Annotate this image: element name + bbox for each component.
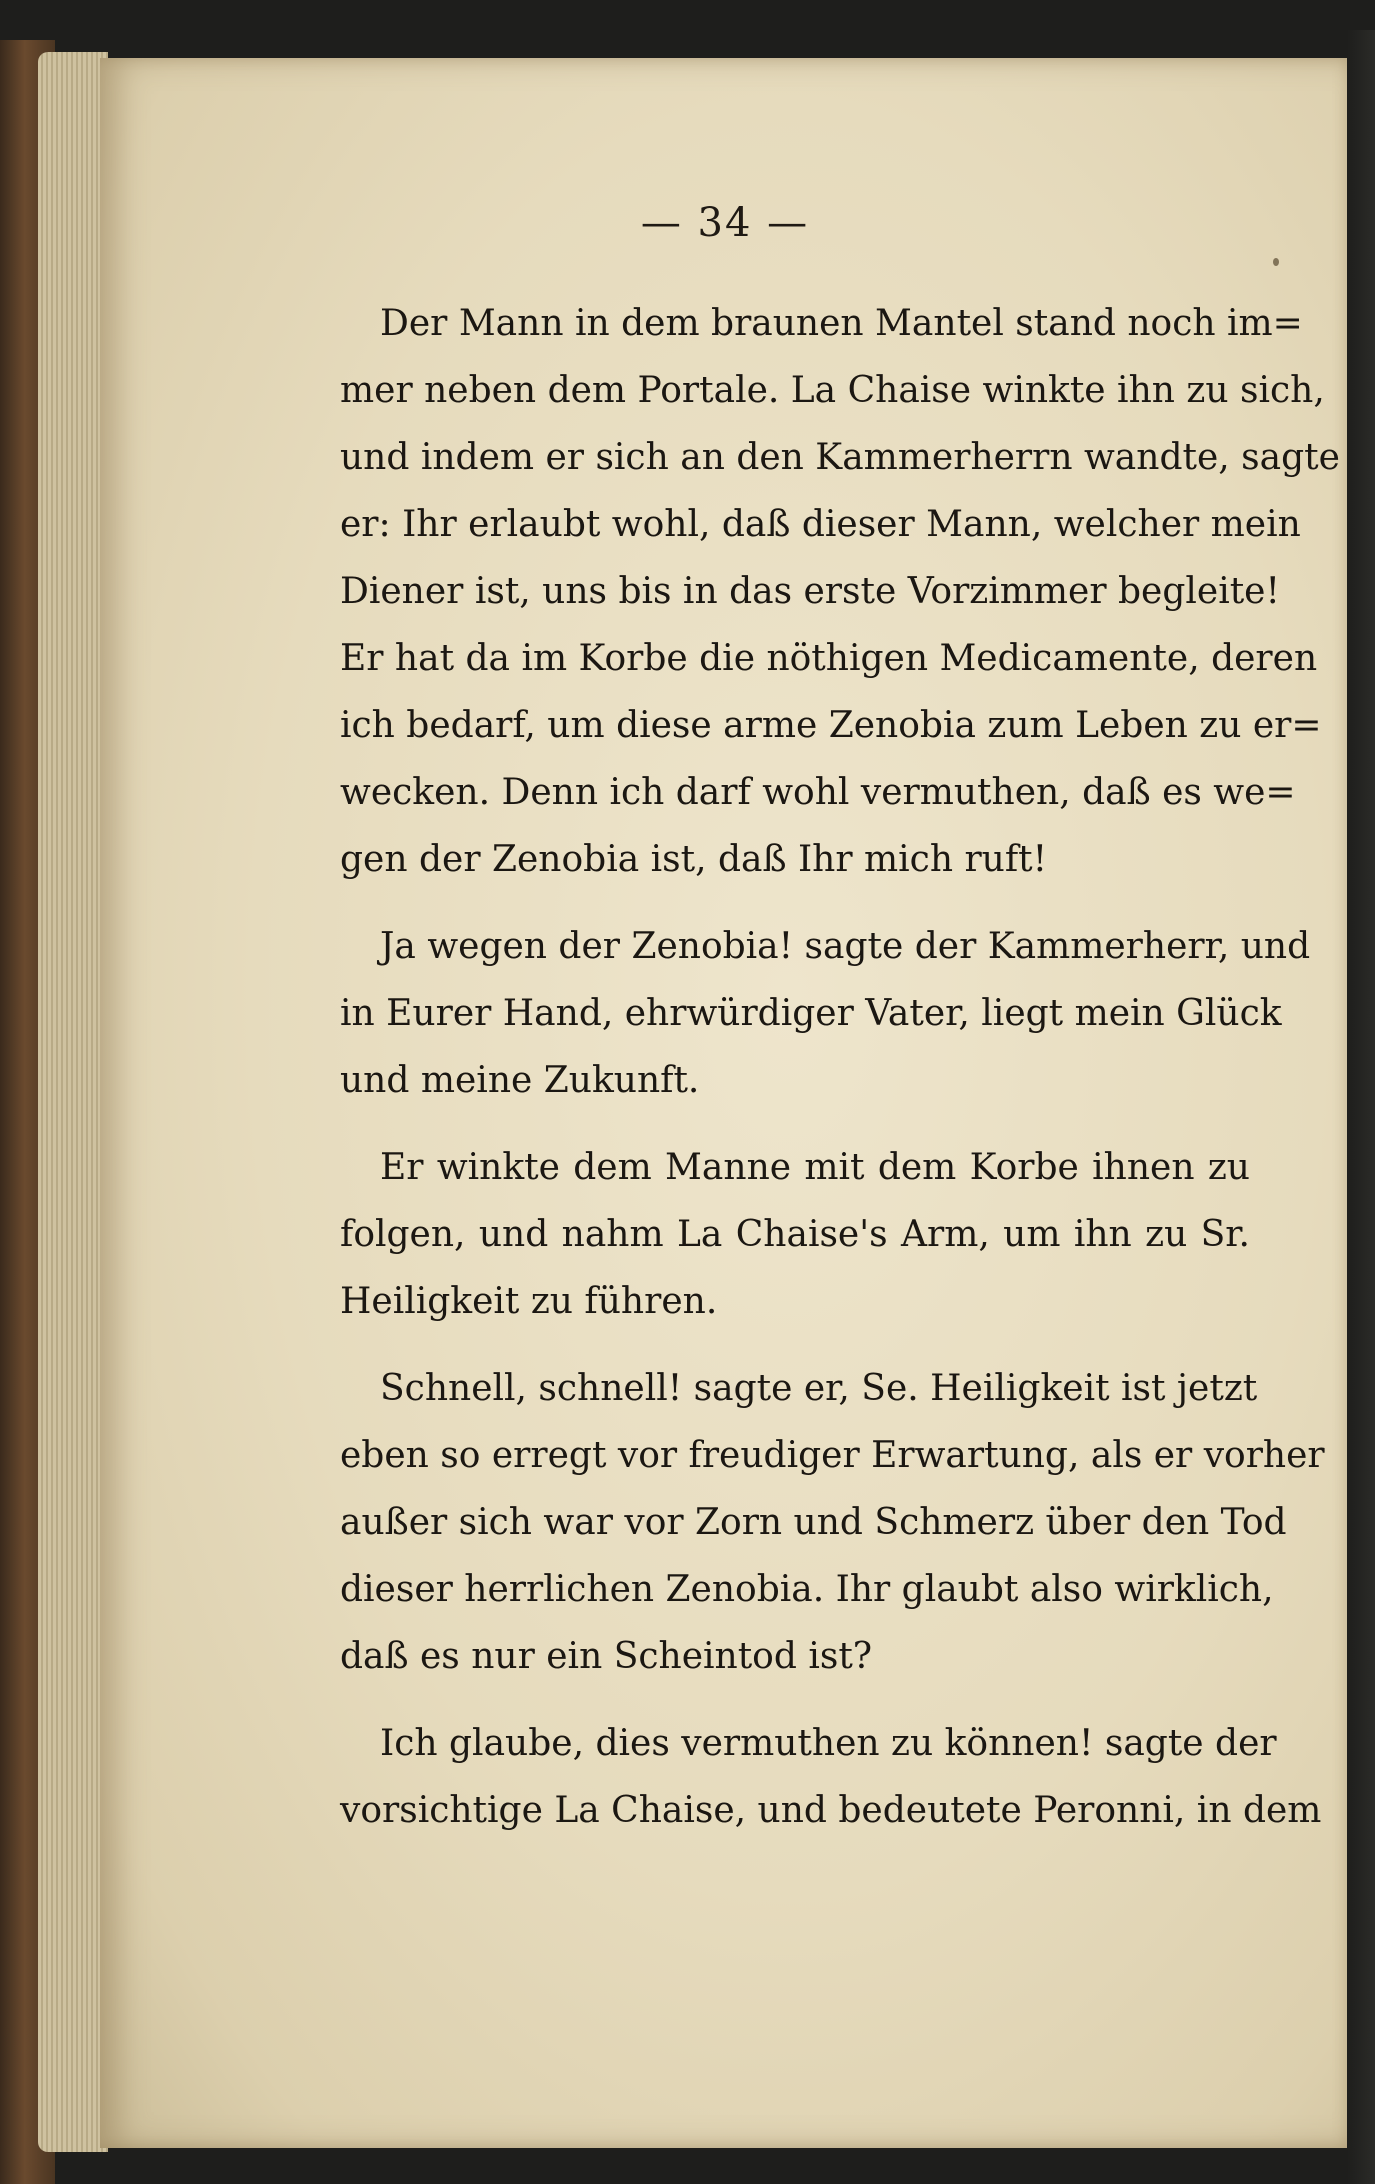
text-line: ich bedarf, um diese arme Zenobia zum Leben zu er= [340,705,1322,746]
paragraph [340,1134,1250,1335]
text-line: gen der Zenobia ist, daß Ihr mich ruft! [340,839,1048,880]
text-line: in Eurer Hand, ehrwürdiger Vater, liegt mein Glück [340,993,1282,1034]
page-stack-edge [38,52,108,2152]
text-line: Der Mann in dem braunen Mantel stand noch im= [380,303,1303,344]
paragraph [340,913,1311,1114]
text-line: Schnell, schnell! sagte er, Se. Heiligkeit ist jetzt [380,1368,1258,1409]
paragraph [340,1355,1325,1690]
text-line: und meine Zukunft. [340,1060,700,1101]
ink-speck [1273,258,1279,266]
text-line: mer neben dem Portale. La Chaise winkte ihn zu sich, [340,370,1325,411]
text-line: Ja wegen der Zenobia! sagte der Kammerherr, und [380,926,1311,967]
text-line: Heiligkeit zu führen. [340,1281,718,1322]
scan-right-edge [1347,30,1375,2184]
page-number: — 34 — [640,200,810,246]
text-line: Ich glaube, dies vermuthen zu können! sagte der [380,1723,1277,1764]
text-line: Er hat da im Korbe die nöthigen Medicamente, deren [340,638,1318,679]
body-text [340,290,1340,1844]
text-line: Er winkte dem Manne mit dem Korbe ihnen zu [380,1147,1250,1188]
paragraph [340,1710,1322,1844]
text-line: vorsichtige La Chaise, und bedeutete Peronni, in dem [340,1790,1322,1831]
paragraph [340,290,1340,893]
text-line: folgen, und nahm La Chaise's Arm, um ihn zu Sr. [340,1214,1250,1255]
text-line: und indem er sich an den Kammerherrn wandte, sagte [340,437,1340,478]
text-line: er: Ihr erlaubt wohl, daß dieser Mann, welcher mein [340,504,1301,545]
text-line: daß es nur ein Scheintod ist? [340,1636,873,1677]
text-line: dieser herrlichen Zenobia. Ihr glaubt also wirklich, [340,1569,1274,1610]
text-line: Diener ist, uns bis in das erste Vorzimmer begleite! [340,571,1280,612]
text-line: wecken. Denn ich darf wohl vermuthen, daß es we= [340,772,1296,813]
text-line: eben so erregt vor freudiger Erwartung, als er vorher [340,1435,1325,1476]
text-line: außer sich war vor Zorn und Schmerz über den Tod [340,1502,1287,1543]
